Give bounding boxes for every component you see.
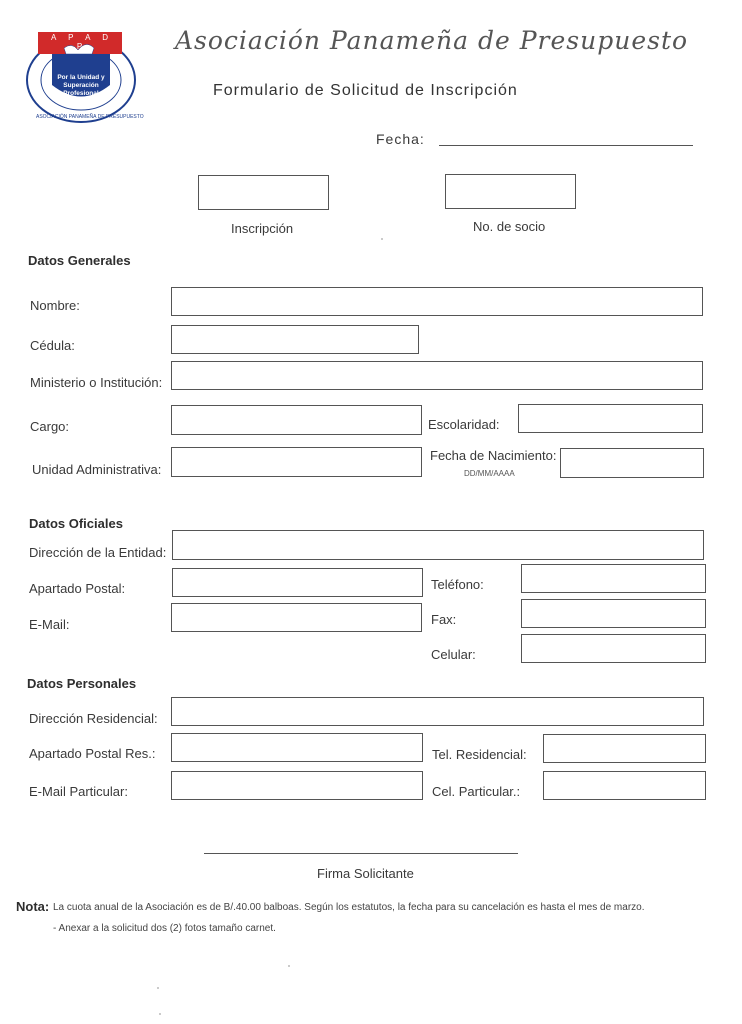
email-particular-field[interactable] [171,771,423,800]
ministerio-label: Ministerio o Institución: [30,375,163,390]
direccion-residencial-field[interactable] [171,697,704,726]
fecha-label: Fecha: [376,131,425,147]
org-title: Asociación Panameña de Presupuesto [175,26,689,55]
nombre-label: Nombre: [30,298,80,313]
fecha-nacimiento-field[interactable] [560,448,704,478]
socio-box[interactable] [445,174,576,209]
apartado-postal-res-label: Apartado Postal Res.: [29,746,156,761]
direccion-entidad-field[interactable] [172,530,704,560]
celular-label: Celular: [431,647,476,662]
cargo-field[interactable] [171,405,422,435]
tel-residencial-label: Tel. Residencial: [432,747,527,762]
apartado-postal-label: Apartado Postal: [29,581,126,596]
cedula-field[interactable] [171,325,419,354]
ministerio-field[interactable] [171,361,703,390]
scan-speck [159,1013,161,1015]
nota-label: Nota: [16,899,50,914]
socio-label: No. de socio [473,219,546,234]
cedula-label: Cédula: [30,338,75,353]
firma-line[interactable] [204,853,518,854]
nota-line1: La cuota anual de la Asociación es de B/.40.00 balboas. Según los estatutos, la fecha para su cancelación es hasta el mes de marzo. [53,902,645,913]
fecha-line[interactable] [439,145,693,146]
nota-line2: - Anexar a la solicitud dos (2) fotos tamaño carnet. [53,923,276,934]
association-logo [24,30,144,125]
direccion-entidad-label: Dirección de la Entidad: [29,545,167,560]
fax-field[interactable] [521,599,706,628]
escolaridad-label: Escolaridad: [428,417,500,432]
firma-label: Firma Solicitante [317,866,414,881]
inscripcion-box[interactable] [198,175,329,210]
logo-ring-text: ASOCIACIÓN PANAMEÑA DE PRESUPUESTO [36,114,144,120]
datos-oficiales-title: Datos Oficiales [29,516,123,531]
scan-speck [157,987,159,989]
apartado-postal-field[interactable] [172,568,423,597]
cel-particular-field[interactable] [543,771,706,800]
tel-residencial-field[interactable] [543,734,706,763]
telefono-label: Teléfono: [431,577,484,592]
datos-personales-title: Datos Personales [27,676,137,691]
direccion-residencial-label: Dirección Residencial: [29,711,158,726]
escolaridad-field[interactable] [518,404,703,433]
email-label: E-Mail: [29,617,70,632]
email-field[interactable] [171,603,422,632]
unidad-field[interactable] [171,447,422,477]
form-title: Formulario de Solicitud de Inscripción [213,82,518,99]
nombre-field[interactable] [171,287,703,316]
fecha-nacimiento-label: Fecha de Nacimiento: [430,448,557,463]
inscripcion-label: Inscripción [231,221,294,236]
logo-motto: Por la Unidad y Superación Profesional [57,74,105,97]
cargo-label: Cargo: [30,419,70,434]
fax-label: Fax: [431,612,457,627]
scan-speck [381,238,383,240]
scan-speck [288,965,290,967]
fecha-format-hint: DD/MM/AAAA [464,469,515,478]
apartado-postal-res-field[interactable] [171,733,423,762]
datos-generales-title: Datos Generales [28,253,131,268]
unidad-label: Unidad Administrativa: [32,462,162,477]
email-particular-label: E-Mail Particular: [29,784,128,799]
logo-letters: A P A D P [51,33,113,51]
celular-field[interactable] [521,634,706,663]
cel-particular-label: Cel. Particular.: [432,784,521,799]
telefono-field[interactable] [521,564,706,593]
